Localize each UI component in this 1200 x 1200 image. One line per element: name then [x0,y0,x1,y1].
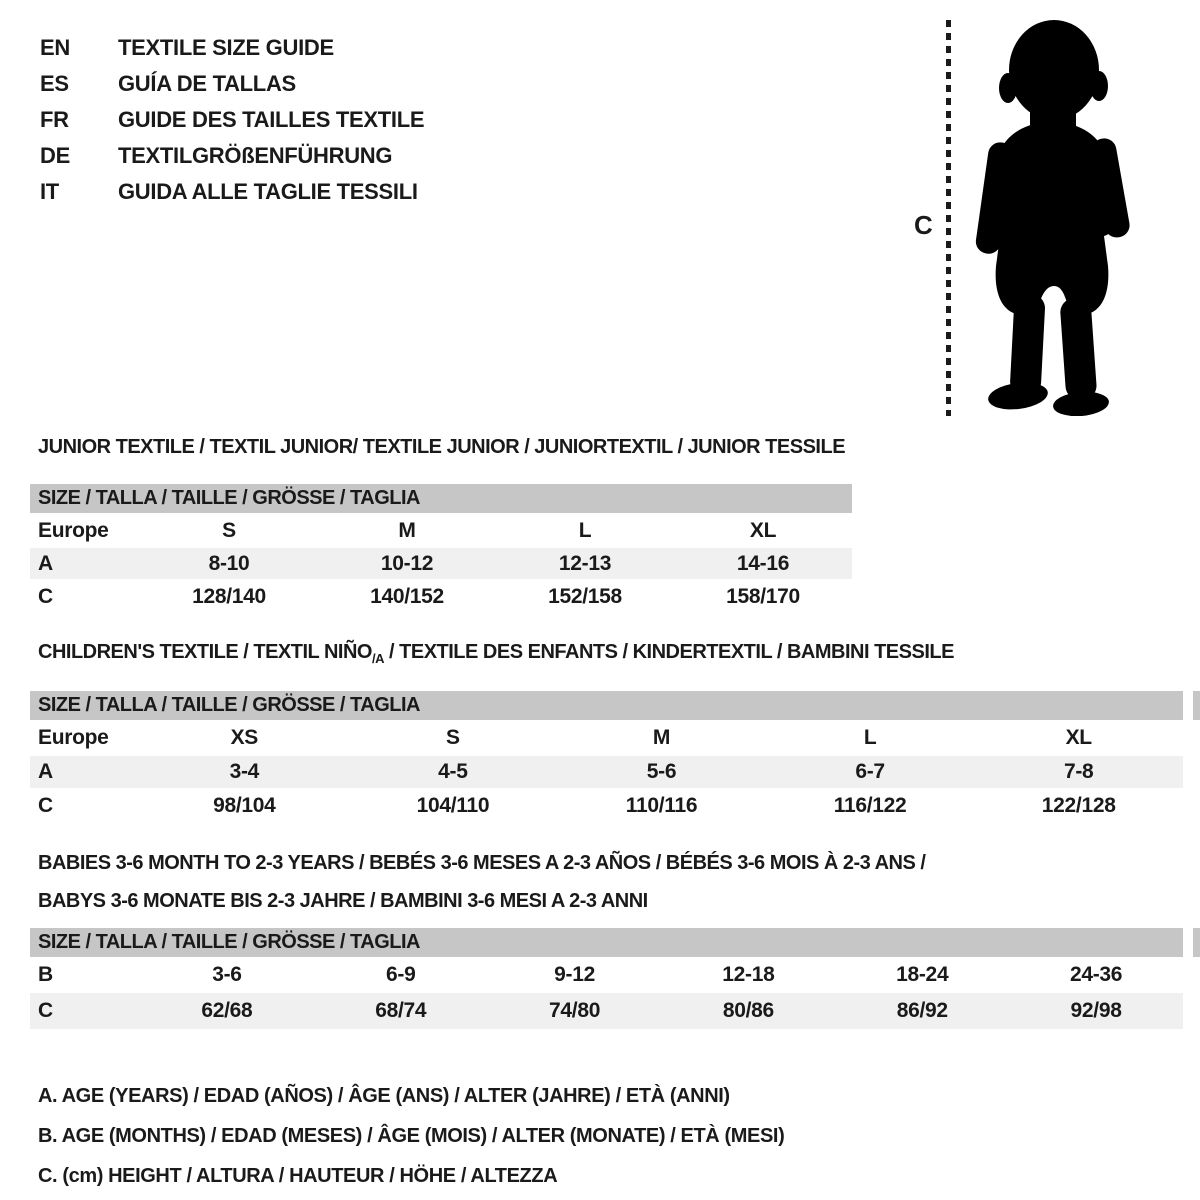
size-cell: S [222,518,236,542]
children-title-subscript: /A [371,651,384,666]
row-label: A [38,551,53,575]
size-header-bar: SIZE / TALLA / TAILLE / GRÖSSE / TAGLIA [30,928,1183,957]
height-cell: 86/92 [896,999,948,1022]
row-label: A [38,760,53,783]
language-code: EN [40,35,70,60]
age-cell: 10-12 [380,551,434,575]
language-row-fr [40,102,424,138]
size-cell: L [863,726,877,749]
months-cell: 6-9 [386,963,416,986]
height-cell: 116/122 [833,794,907,817]
toddler-silhouette-icon [966,14,1138,416]
size-cell: M [398,518,416,542]
legend-line-age-months: B. AGE (MONTHS) / EDAD (MESES) / ÂGE (MOIS) / ALTER (MONATE) / ETÀ (MESI) [38,1125,785,1147]
height-cell: 74/80 [549,999,601,1022]
language-label: GUÍA DE TALLAS [118,71,296,96]
table-row-age [30,756,1183,788]
language-label: GUIDE DES TAILLES TEXTILE [118,107,425,132]
language-code: FR [40,107,69,132]
height-cell: 104/110 [416,794,490,817]
language-label: GUIDA ALLE TAGLIE TESSILI [118,179,418,204]
table-row-height [30,993,1183,1029]
language-row-it [40,174,424,210]
language-label: TEXTILE SIZE GUIDE [118,35,334,60]
table-row-months [30,957,1183,993]
age-cell: 5-6 [646,760,677,783]
height-cell: 158/170 [726,585,800,608]
legend [38,1076,784,1196]
age-cell: 4-5 [438,760,468,783]
age-cell: 7-8 [1063,760,1094,783]
months-cell: 24-36 [1069,963,1123,986]
language-code: IT [40,179,59,204]
size-cell: XL [749,518,777,542]
height-cell: 62/68 [201,999,253,1022]
language-row-de [40,138,424,174]
language-list [40,30,424,210]
height-cell: 122/128 [1041,794,1116,817]
language-code: DE [40,143,70,168]
months-cell: 18-24 [896,963,949,986]
table-row-age [30,548,852,579]
language-code: ES [40,71,69,96]
junior-size-table [30,513,852,615]
size-header-bar: SIZE / TALLA / TAILLE / GRÖSSE / TAGLIA [30,691,1183,720]
children-title-pre: CHILDREN'S TEXTILE / TEXTIL NIÑO [38,641,372,663]
size-cell: XS [230,726,258,749]
junior-section-title: JUNIOR TEXTILE / TEXTIL JUNIOR/ TEXTILE JUNIOR / JUNIORTEXTIL / JUNIOR TESSILE [38,436,846,458]
age-cell: 6-7 [855,760,885,783]
height-cell: 140/152 [370,585,444,608]
header-bar-edge-fragment [1193,691,1200,720]
row-label: Europe [38,726,109,749]
age-cell: 12-13 [558,551,612,575]
height-measure-label: C [914,210,933,240]
height-cell: 98/104 [213,794,276,817]
language-label: TEXTILGRÖßENFÜHRUNG [118,143,393,168]
children-title-post: / TEXTILE DES ENFANTS / KINDERTEXTIL / BAMBINI TESSILE [383,641,954,663]
height-cell: 68/74 [375,999,427,1022]
months-cell: 9-12 [554,963,595,986]
row-label: C [38,794,53,817]
height-cell: 152/158 [548,585,622,608]
age-cell: 14-16 [736,551,790,575]
legend-line-height: C. (cm) HEIGHT / ALTURA / HAUTEUR / HÖHE / ALTEZZA [38,1165,558,1187]
language-row-en [40,30,424,66]
height-cell: 128/140 [192,585,266,608]
legend-line-age-years: A. AGE (YEARS) / EDAD (AÑOS) / ÂGE (ANS) / ALTER (JAHRE) / ETÀ (ANNI) [38,1085,730,1107]
size-cell: M [652,726,671,749]
babies-size-table-block [30,928,1183,1029]
children-size-table-block [30,691,1183,824]
size-cell: XL [1065,726,1092,749]
months-cell: 12-18 [722,963,775,986]
row-label: C [38,585,53,608]
height-cell: 92/98 [1070,999,1122,1022]
row-label: Europe [38,518,109,542]
height-measure-dashed-line [946,20,951,416]
height-cell: 80/86 [722,999,774,1022]
months-cell: 3-6 [212,963,242,986]
size-cell: L [578,518,592,542]
header-bar-edge-fragment [1193,928,1200,957]
children-section-title [38,641,954,666]
babies-title-line2: BABYS 3-6 MONATE BIS 2-3 JAHRE / BAMBINI 3-6 MESI A 2-3 ANNI [38,890,648,912]
babies-title-line1: BABIES 3-6 MONTH TO 2-3 YEARS / BEBÉS 3-6 MESES A 2-3 AÑOS / BÉBÉS 3-6 MOIS À 2-3 ANS / [38,852,926,874]
row-label: C [38,999,53,1022]
table-row-europe [30,513,852,548]
babies-section-title [38,844,925,920]
row-label: B [38,963,53,986]
children-size-table [30,720,1183,824]
height-cell: 110/116 [625,794,698,817]
language-row-es [40,66,424,102]
junior-size-table-block [30,484,852,615]
age-cell: 3-4 [229,760,260,783]
age-cell: 8-10 [208,551,250,575]
babies-size-table [30,957,1183,1029]
table-row-height [30,788,1183,824]
table-row-europe [30,720,1183,756]
table-row-height [30,579,852,615]
size-header-bar: SIZE / TALLA / TAILLE / GRÖSSE / TAGLIA [30,484,852,513]
size-cell: S [446,726,460,749]
